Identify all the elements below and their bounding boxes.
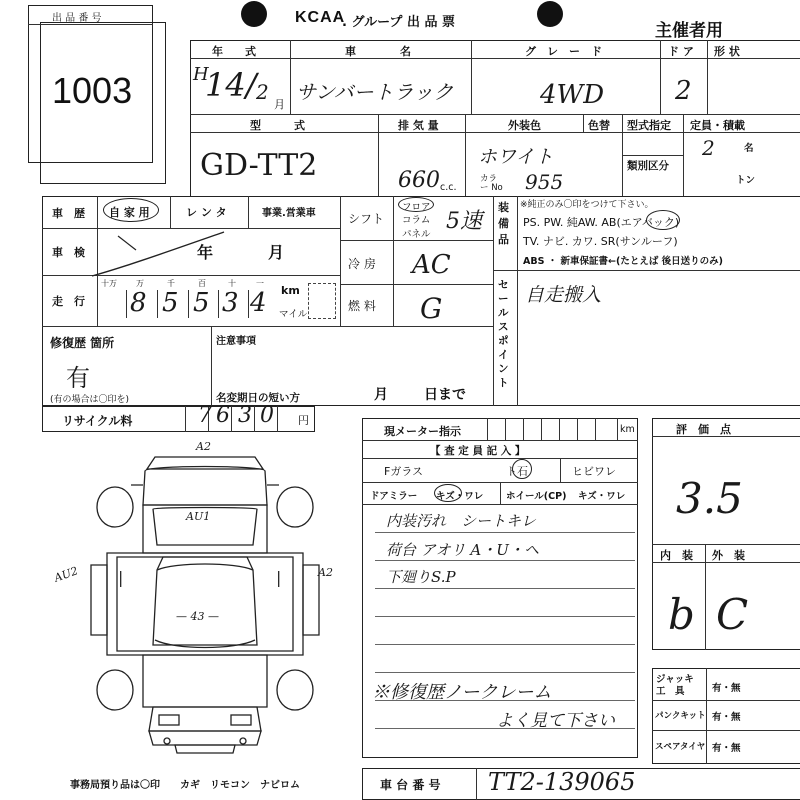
history-label: 車 歴	[52, 207, 85, 220]
diagram-front-label: A2	[196, 440, 211, 453]
inspection-strike	[88, 228, 228, 280]
equipment-line-1: PS. PW. 純AW. AB(エアバック)	[523, 216, 680, 229]
type-value: GD-TT2	[200, 148, 318, 183]
sales-point-label: セールスポイント	[498, 279, 509, 389]
diagram-left-mark: |	[118, 568, 124, 587]
caution-label: 注意事項	[216, 336, 256, 347]
name-change-label: 名変期日の短い方	[216, 392, 300, 404]
wheel-value: キズ・ワレ	[578, 491, 626, 502]
private-use-option: 自 家 用	[109, 206, 150, 219]
capacity-unit: 名	[744, 143, 754, 154]
type-header: 型 式	[250, 119, 305, 132]
lot-number-value: 1003	[52, 70, 133, 111]
glass-circle	[512, 459, 532, 479]
repair-label: 修復歴 箇所	[50, 336, 115, 350]
mirror-value: キズ・ワレ	[436, 491, 484, 502]
shift-label: シフト	[348, 212, 385, 226]
grade-value: 4WD	[540, 80, 605, 110]
mileage-digit-2: 5	[193, 288, 210, 318]
punch-hole-left	[241, 1, 267, 27]
year-value: 14/	[205, 66, 257, 104]
shift-option-floor: フロア	[402, 202, 431, 213]
shift-option-panel: パネル	[402, 229, 431, 240]
capacity-value: 2	[702, 136, 715, 160]
inspection-month-unit: 月	[268, 243, 285, 262]
ac-value: AC	[412, 250, 451, 280]
fuel-value: G	[420, 292, 443, 325]
tool-row-spare-tire: スペアタイヤ	[655, 742, 706, 752]
tool-row-jack: ジャッキ 工 具	[656, 674, 694, 697]
color-no-label: カラー No	[480, 174, 503, 193]
exterior-color-value: ホワイト	[478, 146, 554, 168]
digit-header-4: 十	[228, 279, 236, 288]
shift-floor-circle	[398, 197, 434, 212]
evaluation-score: 3.5	[676, 474, 743, 523]
digit-header-3: 百	[198, 279, 206, 288]
interior-grade: b	[668, 590, 695, 639]
tool-row-jack-options: 有・無	[712, 683, 741, 694]
punch-hole-right	[537, 1, 563, 27]
wheel-label: ホイール(CP)	[506, 491, 567, 502]
shift-option-column: コラム	[402, 215, 431, 226]
mile-unit: マイル	[279, 309, 308, 320]
inspector-note-1: 内装汚れ シートキレ	[386, 512, 536, 530]
meter-unit: km	[620, 424, 635, 435]
inspector-remark-2: よく見て下さい	[496, 711, 615, 731]
equipment-note: ※純正のみ〇印をつけて下さい。	[520, 200, 654, 210]
mirror-label: ドアミラー	[370, 491, 418, 502]
fuel-label: 燃 料	[348, 299, 376, 313]
recycle-digit-2: 3	[238, 403, 252, 428]
digit-header-2: 千	[167, 279, 175, 288]
mirror-circle	[434, 484, 462, 502]
recycle-digit-0: 7	[198, 403, 212, 428]
equipment-label: 装 備 品	[498, 201, 509, 246]
year-prefix: H	[193, 64, 209, 85]
recycle-label: リサイクル料	[62, 414, 133, 428]
km-unit: km	[281, 284, 300, 297]
capacity-header: 定員・積載	[690, 119, 745, 132]
model-name-value: サンバートラック	[296, 80, 454, 104]
doors-value: 2	[675, 76, 692, 106]
interior-label: 内 装	[660, 549, 693, 562]
organizer-copy-label: 主催者用	[655, 21, 723, 41]
repair-note: (有の場合は〇印を)	[50, 395, 130, 405]
inspector-note-2: 荷台 アオリ A・U・ヘ	[386, 541, 539, 559]
month-value: 2	[256, 80, 269, 104]
tool-row-puncture-kit-options: 有・無	[712, 712, 741, 723]
mileage-digit-1: 5	[162, 288, 179, 318]
doors-header: ド ア	[668, 45, 694, 58]
shift-value: 5速	[446, 209, 482, 234]
mileage-digit-0: 8	[130, 288, 147, 318]
mile-box	[308, 283, 336, 319]
exterior-label: 外 装	[712, 549, 745, 562]
glass-crack: ヒビワレ	[572, 465, 616, 478]
inspector-title: 【 査 定 員 記 入 】	[430, 445, 526, 457]
inspection-year-unit: 年	[197, 243, 214, 262]
color-change-header: 色替	[588, 119, 610, 132]
digit-header-1: 万	[136, 279, 144, 288]
meter-label: 現メーター指示	[384, 425, 461, 438]
shape-header: 形 状	[714, 45, 740, 58]
exterior-color-header: 外装色	[508, 119, 541, 132]
grade-header: グ レ ー ド	[525, 45, 602, 58]
ac-label: 冷 房	[348, 257, 376, 271]
glass-label: Fガラス	[384, 465, 423, 478]
digit-header-0: 十万	[101, 279, 117, 288]
diagram-roof-label: — 43 —	[176, 610, 219, 623]
inspector-note-3: 下廻りS.P	[386, 568, 456, 586]
inspection-label: 車 検	[52, 246, 85, 259]
displacement-header: 排 気 量	[398, 119, 439, 132]
diagram-right-mark: |	[276, 568, 282, 587]
recycle-digit-1: 6	[216, 403, 230, 428]
sales-point-value: 自走搬入	[525, 284, 602, 306]
mileage-digit-3: 3	[222, 288, 239, 318]
inspector-remark-1: ※修復歴ノークレーム	[372, 682, 552, 703]
mileage-label: 走 行	[52, 295, 85, 308]
category-label: 類別区分	[627, 160, 669, 172]
diagram-right-label: A2	[318, 566, 333, 579]
chassis-label: 車 台 番 号	[380, 778, 441, 792]
color-no-value: 955	[525, 170, 564, 194]
equipment-line-3: ABS ・ 新車保証書←(たとえば 後日送りのみ)	[523, 256, 724, 267]
exterior-grade: C	[716, 590, 749, 639]
glass-value: ト石	[506, 465, 528, 478]
recycle-digit-3: 0	[260, 403, 274, 428]
name-change-day: 日まで	[424, 387, 466, 403]
business-option: 事業.営業車	[262, 208, 316, 219]
recycle-unit: 円	[298, 414, 309, 427]
evaluation-label: 評 価 点	[676, 423, 731, 436]
digit-header-5: 一	[256, 279, 264, 288]
tool-row-spare-tire-options: 有・無	[712, 743, 741, 754]
airbag-circle	[646, 210, 680, 230]
name-change-month: 月	[374, 387, 388, 403]
lot-number-label: 出 品 番 号	[52, 13, 102, 24]
form-title: . グループ 出 品 票	[342, 15, 456, 30]
repair-value: 有	[66, 364, 90, 392]
displacement-value: 660	[398, 168, 440, 193]
brand-logo: KCAA	[295, 9, 346, 26]
month-unit: 月	[274, 98, 285, 111]
diagram-hood-label: AU1	[186, 510, 211, 523]
model-name-header: 車 名	[345, 45, 411, 58]
tool-row-puncture-kit: パンクキット	[655, 711, 706, 721]
type-designation-header: 型式指定	[627, 119, 671, 132]
mileage-digit-4: 4	[250, 288, 267, 318]
displacement-unit: c.c.	[440, 182, 457, 193]
deposit-items: 事務局預り品は〇印 カギ リモコン ナビロム	[70, 780, 300, 791]
rental-option: レ ン タ	[186, 206, 227, 219]
year-header: 年 式	[212, 45, 256, 58]
chassis-number: TT2-139065	[488, 768, 636, 796]
equipment-line-2: TV. ナビ. カワ. SR(サンルーフ)	[523, 235, 678, 248]
diagram-left-label: AU2	[52, 564, 80, 585]
ton-unit: トン	[736, 175, 756, 186]
